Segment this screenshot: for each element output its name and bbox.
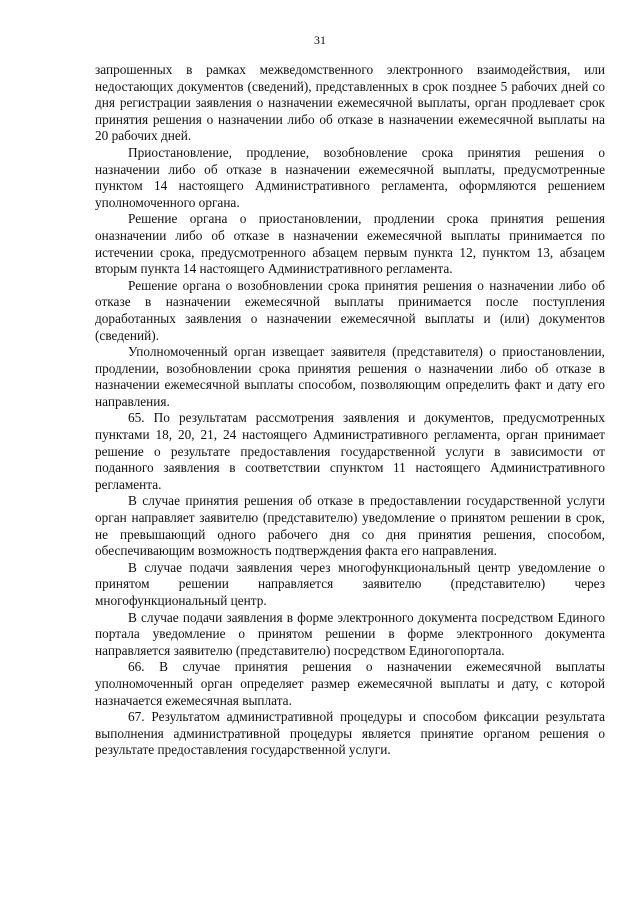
paragraph-suspension-decision: Решение органа о приостановлении, продлении срока принятия решения оназначении либо об отказе в назначении ежемесячной выплаты принимается по истечении срока, предусмотренного абзацем первым пункта 12, пунктом 13, абзацем вторым пункта 14 настоящего Административного регламента.: [95, 211, 605, 277]
paragraph-item-65: 65. По результатам рассмотрения заявления и документов, предусмотренных пунктами 18, 20, 21, 24 настоящего Административного регламента, орган принимает решение о результате предоставления государственной услуги в зависимости от поданного заявления в соответствии спунктом 11 настоящего Административного регламента.: [95, 410, 605, 492]
paragraph-item-66: 66. В случае принятия решения о назначении ежемесячной выплаты уполномоченный орган определяет размер ежемесячной выплаты и дату, с которой назначается ежемесячная выплата.: [95, 659, 605, 708]
paragraph-item-67: 67. Результатом административной процедуры и способом фиксации результата выполнения административной процедуры является принятие органом решения о результате предоставления государственной услуги.: [95, 709, 605, 758]
paragraph-refusal-notice: В случае принятия решения об отказе в предоставлении государственной услуги орган направляет заявителю (представителю) уведомление о принятом решении в срок, не превышающий одного рабочего дня со дня принятия решения, способом, обеспечивающим возможность подтверждения факта его направления.: [95, 493, 605, 559]
paragraph-mfc-notice: В случае подачи заявления через многофункциональный центр уведомление о принятом решении направляется заявителю (представителю) через многофункциональный центр.: [95, 559, 605, 608]
paragraph-suspension-formalization: Приостановление, продление, возобновление срока принятия решения о назначении либо об отказе в назначении ежемесячной выплаты, предусмотренные пунктом 14 настоящего Административного регламента, оформляются решением уполномоченного органа.: [95, 144, 605, 210]
page-number: 31: [314, 33, 326, 47]
page-body: [95, 62, 605, 759]
paragraph-applicant-notification: Уполномоченный орган извещает заявителя (представителя) о приостановлении, продлении, возобновлении срока принятия решения о назначении либо об отказе в назначении ежемесячной выплаты способом, позволяющим определить факт и дату его направления.: [95, 344, 605, 409]
paragraph-continuation: запрошенных в рамках межведомственного электронного взаимодействия, или недостающих документов (сведений), представленных в срок позднее 5 рабочих дней со дня регистрации заявления о назначении ежемесячной выплаты, орган продлевает срок принятия решения о назначении либо об отказе в назначении ежемесячной выплаты на 20 рабочих дней.: [95, 62, 605, 144]
paragraph-resumption-decision: Решение органа о возобновлении срока принятия решения о назначении либо об отказе в назначении ежемесячной выплаты принимается после поступления доработанных заявления о назначении ежемесячной выплаты и (или) документов (сведений).: [95, 277, 605, 343]
paragraph-portal-notice: В случае подачи заявления в форме электронного документа посредством Единого портала уведомление о принятом решении в форме электронного документа направляется заявителю (представителю) посредством Единогопортала.: [95, 609, 605, 658]
